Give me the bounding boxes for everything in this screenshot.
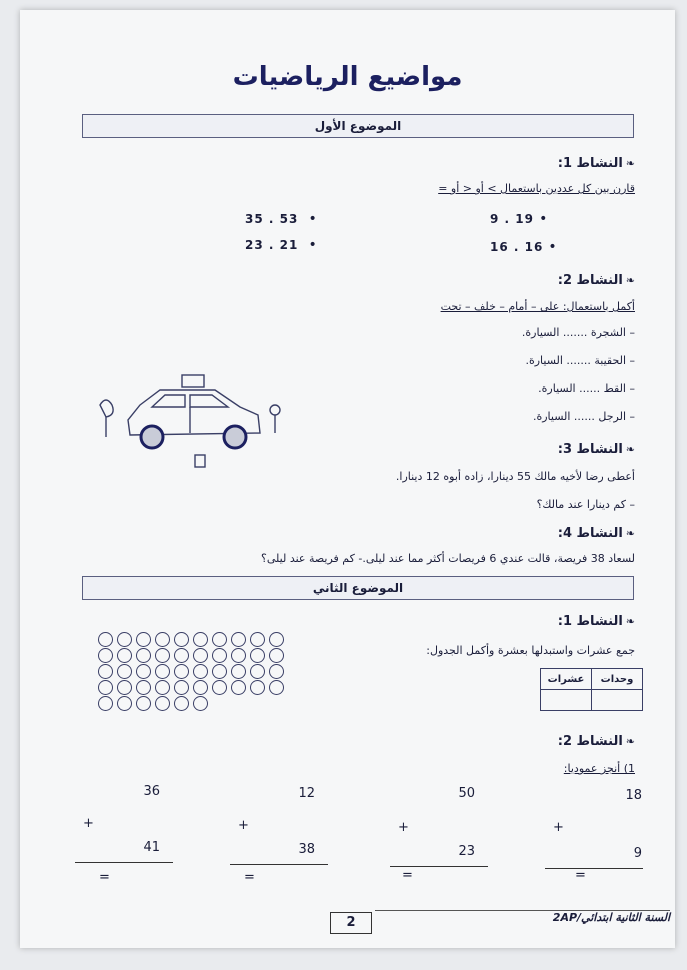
- addition-1-equals: =: [575, 868, 586, 883]
- counting-circle: [231, 680, 246, 695]
- activity-bullet-icon: ❧: [625, 615, 635, 628]
- counting-circle: [174, 648, 189, 663]
- counting-circle: [174, 680, 189, 695]
- position-item-4: – الرجل ...... السيارة.: [532, 410, 635, 423]
- counting-circle: [174, 632, 189, 647]
- counting-circle: [250, 664, 265, 679]
- counting-circle: [98, 664, 113, 679]
- counting-circle: [193, 648, 208, 663]
- circles-grid: [98, 632, 287, 712]
- counting-circle: [250, 632, 265, 647]
- counting-circle: [136, 648, 151, 663]
- activity-bullet-icon: ❧: [625, 157, 635, 170]
- compare-pair-2: 35 . 53 •: [245, 211, 317, 227]
- counting-circle: [136, 632, 151, 647]
- counting-circle: [136, 680, 151, 695]
- t1-activity4-label: ❧النشاط 4:: [557, 526, 635, 541]
- counting-circle: [269, 680, 284, 695]
- counting-circle: [155, 664, 170, 679]
- counting-circle: [98, 696, 113, 711]
- counting-circle: [231, 648, 246, 663]
- counting-circle: [155, 696, 170, 711]
- t1-activity4-text: لسعاد 38 فريصة، قالت عندي 6 فريصات أكثر مما عند ليلى.- كم فريصة عند ليلى؟: [261, 552, 635, 565]
- counting-circle: [174, 664, 189, 679]
- addition-4: 36 + 41 =: [75, 780, 180, 880]
- compare-pair-3: 16 . 16 •: [490, 239, 557, 255]
- counting-circle: [98, 648, 113, 663]
- t2-activity1-instruction: جمع عشرات واستبدلها بعشرة وأكمل الجدول:: [426, 644, 635, 657]
- counting-circle: [193, 696, 208, 711]
- activity-bullet-icon: ❧: [625, 274, 635, 287]
- counting-circle: [212, 648, 227, 663]
- t2-activity2-label: ❧النشاط 2:: [557, 734, 635, 749]
- counting-circle: [269, 664, 284, 679]
- activity-bullet-icon: ❧: [625, 527, 635, 540]
- compare-pair-4: 23 . 21 •: [245, 237, 317, 253]
- t1-activity1-instruction: قارن بين كل عددين باستعمال > أو < أو =: [438, 182, 635, 195]
- activity-bullet-icon: ❧: [625, 443, 635, 456]
- page-title: مواضيع الرياضيات: [232, 62, 463, 92]
- addition-1: 18 + 9: [545, 780, 650, 880]
- page-number: 2: [330, 912, 372, 934]
- counting-circle: [136, 696, 151, 711]
- counting-circle: [193, 680, 208, 695]
- counting-circle: [155, 680, 170, 695]
- t1-activity1-label: ❧النشاط 1:: [557, 156, 635, 171]
- t1-activity2-label: ❧النشاط 2:: [557, 273, 635, 288]
- tens-header: عشرات: [541, 669, 592, 690]
- counting-circle: [98, 680, 113, 695]
- counting-circle: [193, 632, 208, 647]
- t1-activity3-question: – كم دينارا عند مالك؟: [536, 498, 635, 511]
- t2-activity1-label: ❧النشاط 1:: [557, 614, 635, 629]
- t1-activity3-text: أعطى رضا لأخيه مالك 55 دينارا، زاده أبوه 12 دينارا.: [395, 470, 635, 483]
- counting-circle: [212, 680, 227, 695]
- footer-level: السنة الثانية ابتدائي/2AP: [375, 910, 670, 935]
- counting-circle: [117, 632, 132, 647]
- counting-circle: [136, 664, 151, 679]
- car-scene-illustration: [90, 365, 290, 475]
- counting-circle: [98, 632, 113, 647]
- topic1-heading: الموضوع الأول: [82, 114, 634, 138]
- counting-circle: [117, 696, 132, 711]
- counting-circle: [269, 648, 284, 663]
- position-item-1: – الشجرة ....... السيارة.: [521, 326, 635, 339]
- t2-activity2-instruction: 1) أنجز عموديا:: [563, 762, 635, 775]
- counting-circle: [212, 632, 227, 647]
- units-header: وحدات: [592, 669, 643, 690]
- counting-circle: [250, 680, 265, 695]
- counting-circle: [231, 664, 246, 679]
- topic2-heading: الموضوع الثاني: [82, 576, 634, 600]
- units-tens-table: [540, 668, 643, 711]
- t1-activity2-instruction: أكمل باستعمال: على – أمام – خلف – تحت: [440, 300, 635, 313]
- counting-circle: [250, 648, 265, 663]
- activity-bullet-icon: ❧: [625, 735, 635, 748]
- counting-circle: [193, 664, 208, 679]
- position-item-3: – القط ...... السيارة.: [538, 382, 635, 395]
- counting-circle: [117, 648, 132, 663]
- t1-activity3-label: ❧النشاط 3:: [557, 442, 635, 457]
- worksheet-page: [20, 10, 675, 948]
- counting-circle: [117, 680, 132, 695]
- counting-circle: [269, 632, 284, 647]
- addition-2: 50 + 23 =: [390, 780, 495, 880]
- counting-circle: [155, 648, 170, 663]
- counting-circle: [155, 632, 170, 647]
- compare-pair-1: 9 . 19 •: [490, 211, 548, 227]
- counting-circle: [231, 632, 246, 647]
- counting-circle: [117, 664, 132, 679]
- counting-circle: [212, 664, 227, 679]
- units-cell[interactable]: [592, 690, 643, 711]
- counting-circle: [174, 696, 189, 711]
- tens-cell[interactable]: [541, 690, 592, 711]
- addition-3: 12 + 38 =: [230, 780, 335, 880]
- position-item-2: – الحقيبة ....... السيارة.: [525, 354, 635, 367]
